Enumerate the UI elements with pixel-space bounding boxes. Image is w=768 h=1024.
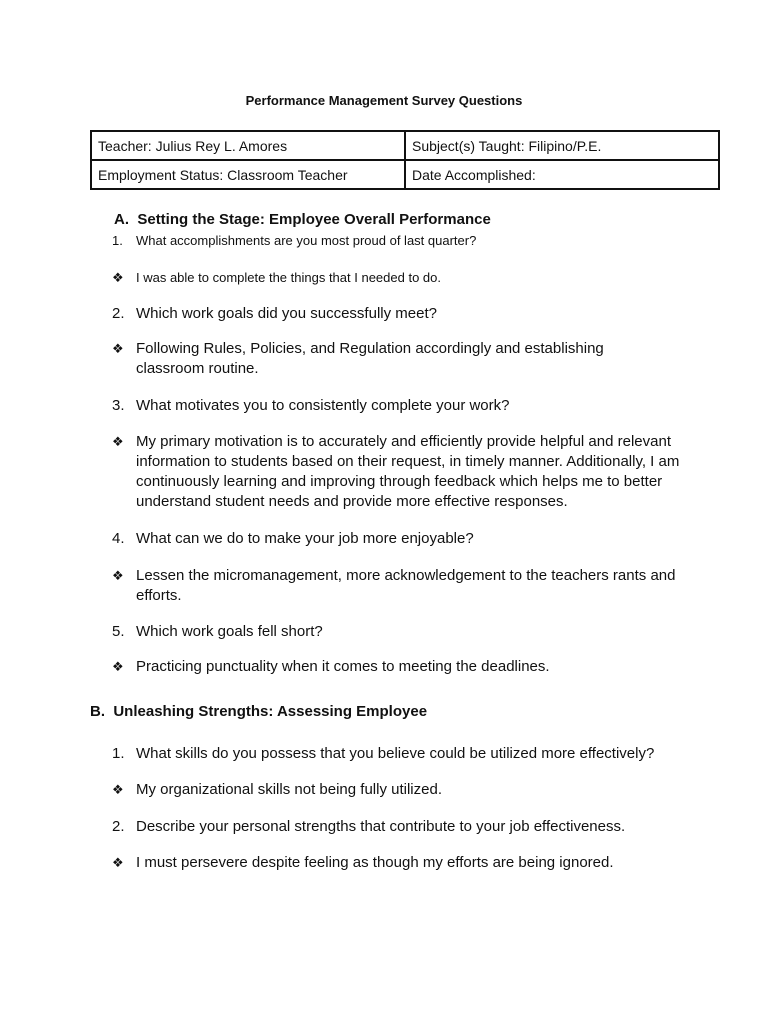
section-a-heading	[114, 211, 491, 228]
answer-text: My organizational skills not being fully utilized.	[136, 781, 442, 798]
diamond-bullet-icon: ❖	[112, 855, 124, 870]
diamond-bullet-icon: ❖	[112, 568, 124, 583]
diamond-bullet-icon: ❖	[112, 434, 124, 449]
diamond-bullet-icon: ❖	[112, 659, 124, 674]
question-text: Which work goals fell short?	[136, 623, 323, 640]
teacher-cell: Teacher: Julius Rey L. Amores	[91, 131, 405, 160]
table-row	[91, 131, 719, 160]
answer-text: Practicing punctuality when it comes to meeting the deadlines.	[136, 658, 550, 675]
diamond-bullet-icon: ❖	[112, 270, 124, 285]
question-number: 2.	[112, 305, 125, 322]
question-number: 2.	[112, 818, 125, 835]
section-a-letter: A.	[114, 211, 129, 228]
question-text: What motivates you to consistently complete your work?	[136, 397, 510, 414]
subjects-cell: Subject(s) Taught: Filipino/P.E.	[405, 131, 719, 160]
employment-status-cell: Employment Status: Classroom Teacher	[91, 160, 405, 189]
section-b-heading	[90, 703, 427, 720]
answer-text: My primary motivation is to accurately and efficiently provide helpful and relevant information to students based on their request, in timely manner. Additionally, I am continuously learning and improving through feedback which helps me to better understand student needs and provide more effective responses.	[136, 433, 680, 510]
date-accomplished-cell: Date Accomplished:	[405, 160, 719, 189]
question-number: 3.	[112, 397, 125, 414]
info-table	[90, 130, 720, 190]
section-a-title: Setting the Stage: Employee Overall Performance	[137, 211, 491, 228]
answer-text: Lessen the micromanagement, more acknowledgement to the teachers rants and efforts.	[136, 567, 676, 604]
answer-text: Following Rules, Policies, and Regulation accordingly and establishing classroom routine.	[136, 340, 604, 377]
page-title: Performance Management Survey Questions	[245, 93, 523, 108]
question-number: 5.	[112, 623, 125, 640]
question-number: 4.	[112, 530, 125, 547]
section-b-letter: B.	[90, 703, 105, 720]
diamond-bullet-icon: ❖	[112, 782, 124, 797]
diamond-bullet-icon: ❖	[112, 341, 124, 356]
answer-text: I was able to complete the things that I needed to do.	[136, 270, 441, 285]
section-b-title: Unleashing Strengths: Assessing Employee	[113, 703, 428, 720]
answer-text: I must persevere despite feeling as though my efforts are being ignored.	[136, 854, 614, 871]
question-text: What can we do to make your job more enjoyable?	[136, 530, 474, 547]
question-text: Which work goals did you successfully meet?	[136, 305, 437, 322]
question-number: 1.	[112, 233, 123, 248]
question-text: Describe your personal strengths that contribute to your job effectiveness.	[136, 818, 626, 835]
question-text: What skills do you possess that you believe could be utilized more effectively?	[136, 745, 655, 762]
question-number: 1.	[112, 745, 125, 762]
table-row	[91, 160, 719, 189]
question-text: What accomplishments are you most proud of last quarter?	[136, 233, 477, 248]
